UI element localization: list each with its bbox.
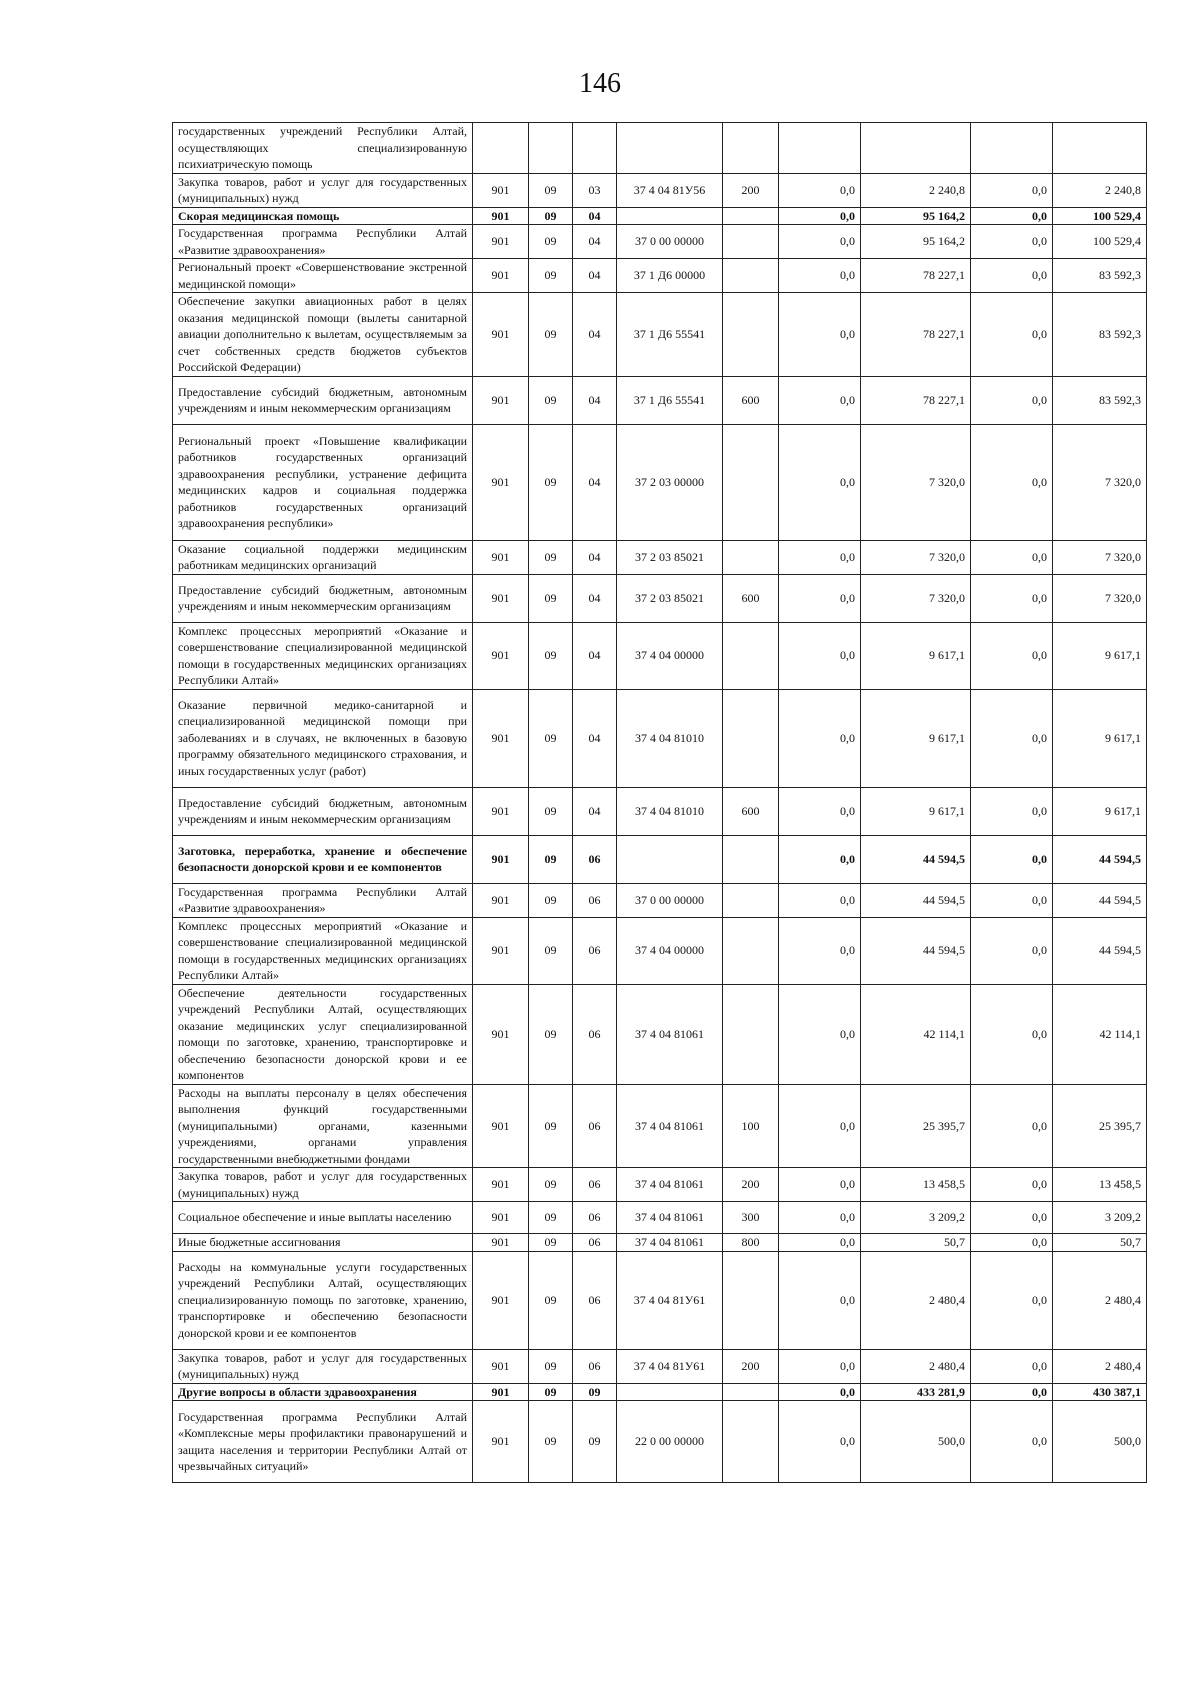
- row-section-code: 09: [529, 225, 573, 259]
- row-target-article: 37 4 04 00000: [617, 622, 723, 689]
- row-target-article: 37 0 00 00000: [617, 225, 723, 259]
- table-row: [173, 1234, 1147, 1252]
- row-value-2: 44 594,5: [861, 835, 971, 883]
- row-section-code: 09: [529, 787, 573, 835]
- table-row: [173, 173, 1147, 207]
- row-value-4: 7 320,0: [1053, 540, 1147, 574]
- row-ministry-code: 901: [473, 689, 529, 787]
- row-value-3: 0,0: [971, 259, 1053, 293]
- row-subsection-code: 04: [573, 259, 617, 293]
- row-subsection-code: 04: [573, 574, 617, 622]
- row-value-1: 0,0: [779, 259, 861, 293]
- table-row: [173, 1251, 1147, 1349]
- row-value-2: 9 617,1: [861, 787, 971, 835]
- row-subsection-code: 06: [573, 883, 617, 917]
- row-name: Государственная программа Республики Алтай «Развитие здравоохранения»: [173, 883, 473, 917]
- row-ministry-code: 901: [473, 1349, 529, 1383]
- row-name: Социальное обеспечение и иные выплаты населению: [173, 1202, 473, 1234]
- row-value-3: 0,0: [971, 622, 1053, 689]
- row-value-3: 0,0: [971, 225, 1053, 259]
- row-value-1: 0,0: [779, 1401, 861, 1483]
- table-row: [173, 1084, 1147, 1168]
- row-section-code: 09: [529, 1202, 573, 1234]
- row-ministry-code: 901: [473, 622, 529, 689]
- row-expense-type: [723, 424, 779, 540]
- row-subsection-code: 06: [573, 1234, 617, 1252]
- row-value-2: 7 320,0: [861, 540, 971, 574]
- row-ministry-code: 901: [473, 376, 529, 424]
- row-subsection-code: 06: [573, 1349, 617, 1383]
- row-value-3: 0,0: [971, 1383, 1053, 1401]
- row-value-2: 7 320,0: [861, 574, 971, 622]
- row-subsection-code: [573, 123, 617, 174]
- row-value-4: 44 594,5: [1053, 883, 1147, 917]
- row-value-3: 0,0: [971, 1349, 1053, 1383]
- row-ministry-code: 901: [473, 1234, 529, 1252]
- row-section-code: 09: [529, 1168, 573, 1202]
- row-value-2: 2 480,4: [861, 1349, 971, 1383]
- row-ministry-code: 901: [473, 225, 529, 259]
- row-section-code: 09: [529, 293, 573, 377]
- row-value-1: 0,0: [779, 173, 861, 207]
- row-value-2: 78 227,1: [861, 293, 971, 377]
- row-name: Региональный проект «Повышение квалификации работников государственных организаций здравоохранения республики, устранение дефицита медицинских кадров и социальная поддержка работников государственных организаций здравоохранения республики»: [173, 424, 473, 540]
- row-section-code: 09: [529, 984, 573, 1084]
- row-target-article: 37 2 03 85021: [617, 574, 723, 622]
- row-target-article: 37 4 04 81061: [617, 984, 723, 1084]
- row-name: Закупка товаров, работ и услуг для государственных (муниципальных) нужд: [173, 1349, 473, 1383]
- row-ministry-code: 901: [473, 207, 529, 225]
- row-subsection-code: 04: [573, 225, 617, 259]
- row-value-1: 0,0: [779, 689, 861, 787]
- row-value-1: [779, 123, 861, 174]
- table-row: [173, 917, 1147, 984]
- row-value-2: 95 164,2: [861, 207, 971, 225]
- row-value-3: 0,0: [971, 1084, 1053, 1168]
- row-value-2: 500,0: [861, 1401, 971, 1483]
- table-row: [173, 293, 1147, 377]
- row-value-3: 0,0: [971, 293, 1053, 377]
- row-name: Закупка товаров, работ и услуг для государственных (муниципальных) нужд: [173, 1168, 473, 1202]
- row-name: Государственная программа Республики Алтай «Комплексные меры профилактики правонарушений и защита населения и территории Республики Алтай от чрезвычайных ситуаций»: [173, 1401, 473, 1483]
- row-value-3: 0,0: [971, 787, 1053, 835]
- row-value-2: 78 227,1: [861, 376, 971, 424]
- row-name: Другие вопросы в области здравоохранения: [173, 1383, 473, 1401]
- row-value-2: 44 594,5: [861, 883, 971, 917]
- row-value-1: 0,0: [779, 1349, 861, 1383]
- row-value-3: 0,0: [971, 1251, 1053, 1349]
- table-row: [173, 207, 1147, 225]
- row-expense-type: 600: [723, 787, 779, 835]
- row-value-4: 83 592,3: [1053, 259, 1147, 293]
- row-ministry-code: 901: [473, 1168, 529, 1202]
- row-value-3: 0,0: [971, 424, 1053, 540]
- row-ministry-code: 901: [473, 424, 529, 540]
- row-section-code: 09: [529, 259, 573, 293]
- row-target-article: 37 2 03 85021: [617, 540, 723, 574]
- table-row: [173, 424, 1147, 540]
- row-value-4: [1053, 123, 1147, 174]
- row-value-4: 42 114,1: [1053, 984, 1147, 1084]
- row-subsection-code: 04: [573, 376, 617, 424]
- row-target-article: [617, 835, 723, 883]
- row-name: Комплекс процессных мероприятий «Оказание и совершенствование специализированной медицинской помощи в государственных медицинских организациях Республики Алтай»: [173, 622, 473, 689]
- row-target-article: 37 1 Д6 00000: [617, 259, 723, 293]
- table-row: [173, 123, 1147, 174]
- row-section-code: 09: [529, 1349, 573, 1383]
- row-target-article: 37 4 04 81У61: [617, 1251, 723, 1349]
- row-value-1: 0,0: [779, 293, 861, 377]
- row-value-3: 0,0: [971, 1202, 1053, 1234]
- row-value-4: 2 240,8: [1053, 173, 1147, 207]
- row-value-1: 0,0: [779, 574, 861, 622]
- row-subsection-code: 09: [573, 1383, 617, 1401]
- table-row: [173, 689, 1147, 787]
- table-row: [173, 1349, 1147, 1383]
- row-value-4: 44 594,5: [1053, 917, 1147, 984]
- row-name: Скорая медицинская помощь: [173, 207, 473, 225]
- row-expense-type: [723, 123, 779, 174]
- row-expense-type: [723, 689, 779, 787]
- row-expense-type: [723, 1251, 779, 1349]
- row-value-1: 0,0: [779, 1084, 861, 1168]
- row-value-4: 9 617,1: [1053, 787, 1147, 835]
- row-target-article: 37 2 03 00000: [617, 424, 723, 540]
- row-value-3: 0,0: [971, 1234, 1053, 1252]
- row-expense-type: 800: [723, 1234, 779, 1252]
- row-name: Оказание социальной поддержки медицинским работникам медицинских организаций: [173, 540, 473, 574]
- row-name: Расходы на коммунальные услуги государственных учреждений Республики Алтай, осуществляющих специализированную помощь по заготовке, хранению, транспортировке и обеспечению безопасности донорской крови и ее компонентов: [173, 1251, 473, 1349]
- row-name: Предоставление субсидий бюджетным, автономным учреждениям и иным некоммерческим организациям: [173, 787, 473, 835]
- row-value-2: 78 227,1: [861, 259, 971, 293]
- row-section-code: 09: [529, 917, 573, 984]
- row-expense-type: 200: [723, 1349, 779, 1383]
- row-expense-type: 300: [723, 1202, 779, 1234]
- row-value-4: 2 480,4: [1053, 1349, 1147, 1383]
- row-name: Закупка товаров, работ и услуг для государственных (муниципальных) нужд: [173, 173, 473, 207]
- row-section-code: 09: [529, 622, 573, 689]
- row-section-code: 09: [529, 173, 573, 207]
- row-subsection-code: 09: [573, 1401, 617, 1483]
- row-section-code: 09: [529, 1383, 573, 1401]
- row-value-4: 500,0: [1053, 1401, 1147, 1483]
- row-value-3: [971, 123, 1053, 174]
- row-subsection-code: 04: [573, 787, 617, 835]
- row-section-code: 09: [529, 376, 573, 424]
- row-subsection-code: 06: [573, 917, 617, 984]
- row-value-4: 44 594,5: [1053, 835, 1147, 883]
- table-row: [173, 1168, 1147, 1202]
- row-ministry-code: 901: [473, 984, 529, 1084]
- row-expense-type: [723, 917, 779, 984]
- row-value-1: 0,0: [779, 917, 861, 984]
- row-name: Оказание первичной медико-санитарной и специализированной медицинской помощи при заболеваниях и в случаях, не включенных в базовую программу обязательного медицинского страхования, и иных государственных услуг (работ): [173, 689, 473, 787]
- row-value-2: 7 320,0: [861, 424, 971, 540]
- row-value-3: 0,0: [971, 1168, 1053, 1202]
- row-target-article: [617, 207, 723, 225]
- row-name: Предоставление субсидий бюджетным, автономным учреждениям и иным некоммерческим организациям: [173, 574, 473, 622]
- row-target-article: 37 4 04 81061: [617, 1168, 723, 1202]
- row-value-4: 7 320,0: [1053, 574, 1147, 622]
- row-value-1: 0,0: [779, 835, 861, 883]
- row-value-1: 0,0: [779, 787, 861, 835]
- row-section-code: [529, 123, 573, 174]
- row-ministry-code: 901: [473, 1251, 529, 1349]
- row-expense-type: [723, 207, 779, 225]
- row-value-2: 9 617,1: [861, 689, 971, 787]
- row-ministry-code: [473, 123, 529, 174]
- row-name: Расходы на выплаты персоналу в целях обеспечения выполнения функций государственными (муниципальными) органами, казенными учреждениями, органами управления государственными внебюджетными фондами: [173, 1084, 473, 1168]
- row-name: Региональный проект «Совершенствование экстренной медицинской помощи»: [173, 259, 473, 293]
- row-expense-type: 100: [723, 1084, 779, 1168]
- row-subsection-code: 04: [573, 424, 617, 540]
- row-section-code: 09: [529, 689, 573, 787]
- row-expense-type: [723, 622, 779, 689]
- row-section-code: 09: [529, 424, 573, 540]
- row-ministry-code: 901: [473, 540, 529, 574]
- row-section-code: 09: [529, 540, 573, 574]
- row-value-2: 3 209,2: [861, 1202, 971, 1234]
- row-target-article: 37 4 04 81061: [617, 1084, 723, 1168]
- row-ministry-code: 901: [473, 1383, 529, 1401]
- row-value-2: 95 164,2: [861, 225, 971, 259]
- row-target-article: [617, 1383, 723, 1401]
- row-value-1: 0,0: [779, 207, 861, 225]
- row-subsection-code: 06: [573, 1168, 617, 1202]
- table-row: [173, 540, 1147, 574]
- page-number: 146: [579, 68, 621, 99]
- table-row: [173, 835, 1147, 883]
- row-value-1: 0,0: [779, 1251, 861, 1349]
- row-target-article: 37 4 04 81061: [617, 1234, 723, 1252]
- row-value-4: 25 395,7: [1053, 1084, 1147, 1168]
- row-value-3: 0,0: [971, 883, 1053, 917]
- row-expense-type: 200: [723, 1168, 779, 1202]
- table-row: [173, 787, 1147, 835]
- row-expense-type: [723, 293, 779, 377]
- row-ministry-code: 901: [473, 173, 529, 207]
- row-value-4: 9 617,1: [1053, 689, 1147, 787]
- row-value-4: 9 617,1: [1053, 622, 1147, 689]
- row-section-code: 09: [529, 1401, 573, 1483]
- row-subsection-code: 06: [573, 835, 617, 883]
- row-section-code: 09: [529, 835, 573, 883]
- row-value-4: 2 480,4: [1053, 1251, 1147, 1349]
- row-value-4: 83 592,3: [1053, 293, 1147, 377]
- row-value-4: 83 592,3: [1053, 376, 1147, 424]
- row-value-1: 0,0: [779, 1234, 861, 1252]
- row-expense-type: [723, 1383, 779, 1401]
- row-value-1: 0,0: [779, 1168, 861, 1202]
- row-value-1: 0,0: [779, 376, 861, 424]
- table-row: [173, 1383, 1147, 1401]
- row-target-article: 37 4 04 81У61: [617, 1349, 723, 1383]
- row-subsection-code: 06: [573, 1251, 617, 1349]
- row-value-3: 0,0: [971, 173, 1053, 207]
- row-ministry-code: 901: [473, 835, 529, 883]
- row-value-2: 9 617,1: [861, 622, 971, 689]
- row-ministry-code: 901: [473, 1202, 529, 1234]
- row-target-article: 37 4 04 81У56: [617, 173, 723, 207]
- row-ministry-code: 901: [473, 1084, 529, 1168]
- row-value-2: 44 594,5: [861, 917, 971, 984]
- table-row: [173, 1401, 1147, 1483]
- row-expense-type: [723, 984, 779, 1084]
- row-name: государственных учреждений Республики Алтай, осуществляющих специализированную психиатрическую помощь: [173, 123, 473, 174]
- table-row: [173, 225, 1147, 259]
- row-expense-type: 200: [723, 173, 779, 207]
- row-expense-type: [723, 540, 779, 574]
- row-subsection-code: 04: [573, 622, 617, 689]
- row-ministry-code: 901: [473, 1401, 529, 1483]
- row-value-3: 0,0: [971, 574, 1053, 622]
- row-value-3: 0,0: [971, 540, 1053, 574]
- row-expense-type: [723, 883, 779, 917]
- row-expense-type: [723, 259, 779, 293]
- row-name: Обеспечение деятельности государственных учреждений Республики Алтай, осуществляющих оказание медицинских услуг специализированной помощи по заготовке, хранению, транспортировке и обеспечению безопасности донорской крови и ее компонентов: [173, 984, 473, 1084]
- row-value-4: 100 529,4: [1053, 207, 1147, 225]
- row-subsection-code: 06: [573, 1202, 617, 1234]
- row-value-3: 0,0: [971, 1401, 1053, 1483]
- row-value-3: 0,0: [971, 984, 1053, 1084]
- row-section-code: 09: [529, 574, 573, 622]
- row-value-2: 25 395,7: [861, 1084, 971, 1168]
- row-expense-type: [723, 225, 779, 259]
- row-value-2: [861, 123, 971, 174]
- row-target-article: 37 1 Д6 55541: [617, 293, 723, 377]
- row-target-article: 22 0 00 00000: [617, 1401, 723, 1483]
- row-ministry-code: 901: [473, 259, 529, 293]
- row-value-4: 7 320,0: [1053, 424, 1147, 540]
- row-value-4: 3 209,2: [1053, 1202, 1147, 1234]
- row-ministry-code: 901: [473, 917, 529, 984]
- row-section-code: 09: [529, 883, 573, 917]
- row-subsection-code: 04: [573, 207, 617, 225]
- row-value-1: 0,0: [779, 883, 861, 917]
- row-section-code: 09: [529, 1251, 573, 1349]
- row-target-article: 37 4 04 00000: [617, 917, 723, 984]
- row-value-1: 0,0: [779, 424, 861, 540]
- row-target-article: 37 4 04 81010: [617, 689, 723, 787]
- table-row: [173, 1202, 1147, 1234]
- row-section-code: 09: [529, 207, 573, 225]
- row-value-1: 0,0: [779, 622, 861, 689]
- row-subsection-code: 04: [573, 293, 617, 377]
- row-expense-type: 600: [723, 574, 779, 622]
- row-value-3: 0,0: [971, 207, 1053, 225]
- row-value-3: 0,0: [971, 689, 1053, 787]
- row-target-article: [617, 123, 723, 174]
- row-value-2: 13 458,5: [861, 1168, 971, 1202]
- row-value-4: 50,7: [1053, 1234, 1147, 1252]
- row-ministry-code: 901: [473, 574, 529, 622]
- row-ministry-code: 901: [473, 883, 529, 917]
- row-value-3: 0,0: [971, 376, 1053, 424]
- row-value-1: 0,0: [779, 225, 861, 259]
- table-row: [173, 376, 1147, 424]
- table-row: [173, 984, 1147, 1084]
- row-ministry-code: 901: [473, 787, 529, 835]
- budget-table: [172, 122, 1147, 1483]
- row-section-code: 09: [529, 1084, 573, 1168]
- row-target-article: 37 1 Д6 55541: [617, 376, 723, 424]
- table-body: [173, 123, 1147, 1483]
- row-target-article: 37 4 04 81061: [617, 1202, 723, 1234]
- row-value-1: 0,0: [779, 1202, 861, 1234]
- row-subsection-code: 06: [573, 984, 617, 1084]
- row-name: Комплекс процессных мероприятий «Оказание и совершенствование специализированной медицинской помощи в государственных медицинских организациях Республики Алтай»: [173, 917, 473, 984]
- table-row: [173, 883, 1147, 917]
- row-expense-type: [723, 1401, 779, 1483]
- table-row: [173, 622, 1147, 689]
- row-target-article: 37 0 00 00000: [617, 883, 723, 917]
- row-name: Обеспечение закупки авиационных работ в целях оказания медицинской помощи (вылеты санитарной авиации дополнительно к вылетам, осуществляемым за счет собственных средств бюджетов субъектов Российской Федерации): [173, 293, 473, 377]
- row-name: Иные бюджетные ассигнования: [173, 1234, 473, 1252]
- row-expense-type: 600: [723, 376, 779, 424]
- row-value-4: 13 458,5: [1053, 1168, 1147, 1202]
- row-value-2: 42 114,1: [861, 984, 971, 1084]
- row-value-3: 0,0: [971, 835, 1053, 883]
- row-subsection-code: 04: [573, 540, 617, 574]
- table-row: [173, 259, 1147, 293]
- row-ministry-code: 901: [473, 293, 529, 377]
- row-name: Государственная программа Республики Алтай «Развитие здравоохранения»: [173, 225, 473, 259]
- row-value-1: 0,0: [779, 540, 861, 574]
- table-row: [173, 574, 1147, 622]
- row-value-2: 50,7: [861, 1234, 971, 1252]
- row-name: Заготовка, переработка, хранение и обеспечение безопасности донорской крови и ее компонентов: [173, 835, 473, 883]
- row-value-4: 430 387,1: [1053, 1383, 1147, 1401]
- row-value-2: 2 480,4: [861, 1251, 971, 1349]
- row-value-3: 0,0: [971, 917, 1053, 984]
- row-value-2: 433 281,9: [861, 1383, 971, 1401]
- row-subsection-code: 03: [573, 173, 617, 207]
- row-value-4: 100 529,4: [1053, 225, 1147, 259]
- row-subsection-code: 06: [573, 1084, 617, 1168]
- row-section-code: 09: [529, 1234, 573, 1252]
- row-target-article: 37 4 04 81010: [617, 787, 723, 835]
- row-expense-type: [723, 835, 779, 883]
- row-value-2: 2 240,8: [861, 173, 971, 207]
- row-name: Предоставление субсидий бюджетным, автономным учреждениям и иным некоммерческим организациям: [173, 376, 473, 424]
- row-value-1: 0,0: [779, 984, 861, 1084]
- row-value-1: 0,0: [779, 1383, 861, 1401]
- row-subsection-code: 04: [573, 689, 617, 787]
